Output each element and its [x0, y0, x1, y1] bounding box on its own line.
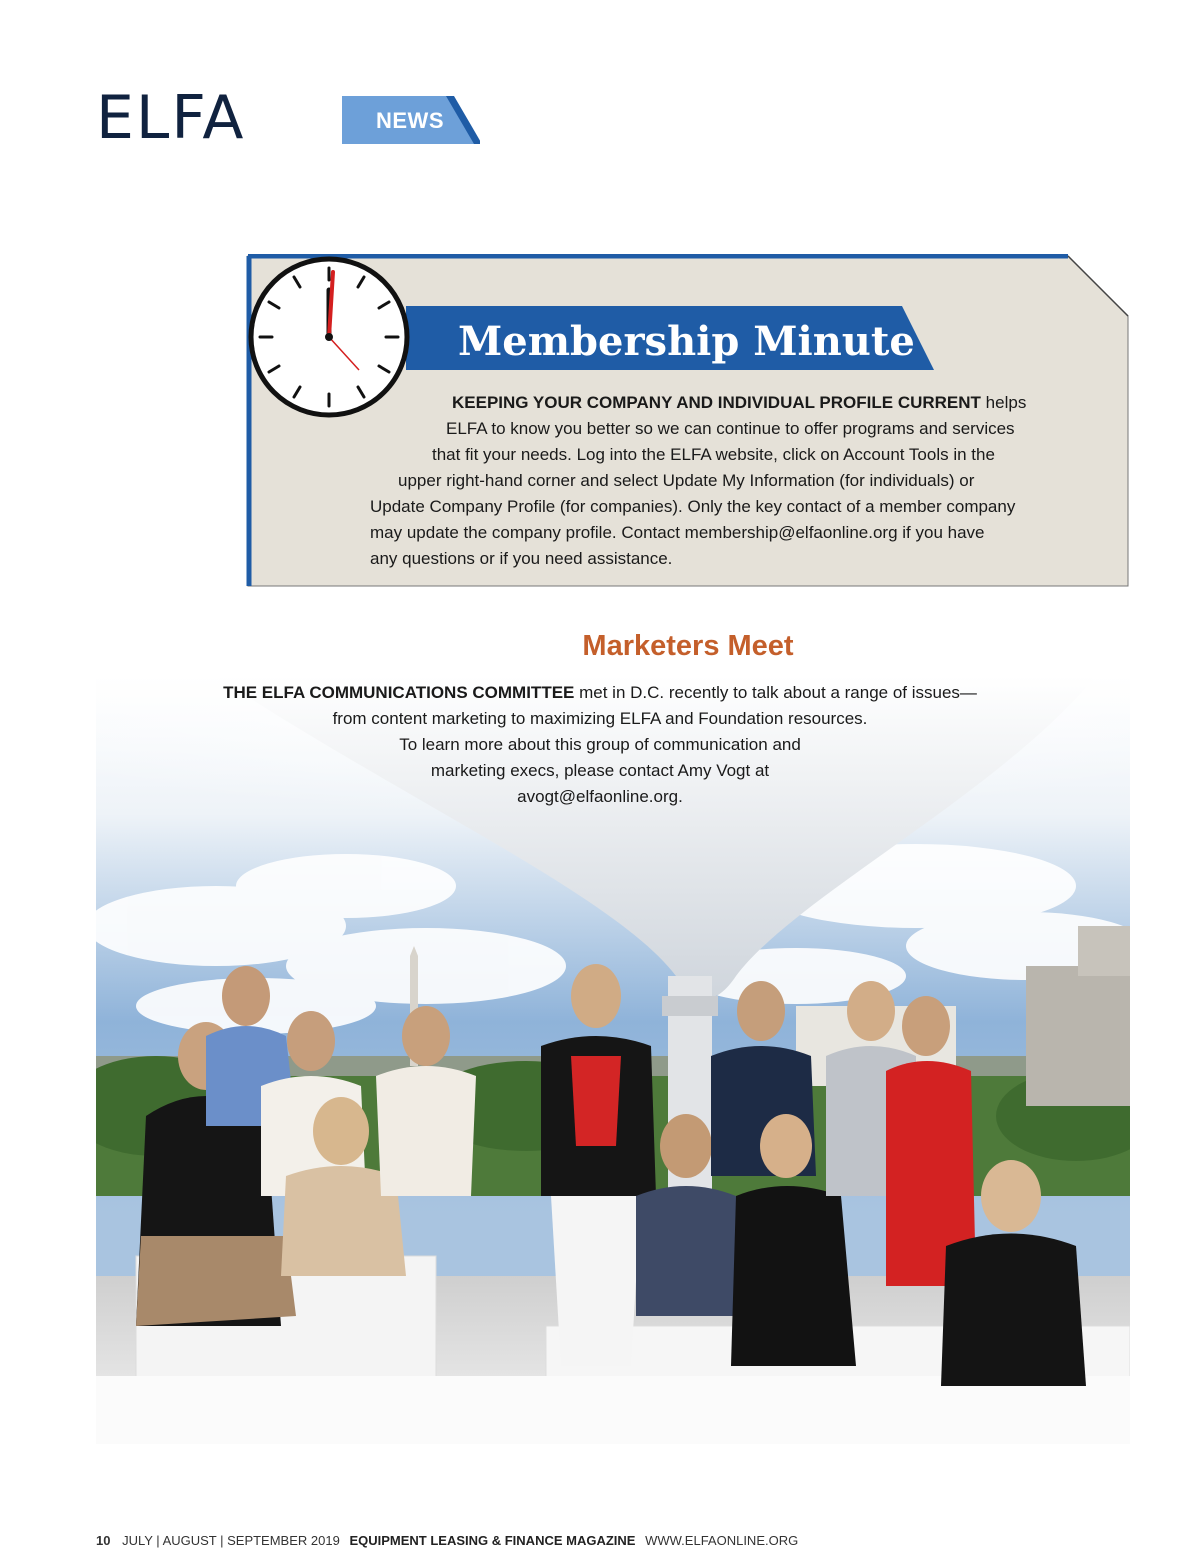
- marketers-text-line-4: marketing execs, please contact Amy Vogt at: [430, 761, 770, 780]
- membership-text-line-1: [452, 390, 1026, 416]
- membership-text-line-7: any questions or if you need assistance.: [370, 549, 673, 568]
- logo-wordmark: ELFA: [96, 83, 246, 153]
- marketers-lead: THE ELFA COMMUNICATIONS COMMITTEE: [223, 683, 575, 702]
- news-section-tab: [256, 96, 480, 144]
- marketers-text-line-5: avogt@elfaonline.org.: [517, 787, 683, 806]
- marketers-text-line-2: from content marketing to maximizing ELFA and Foundation resources.: [332, 709, 868, 728]
- marketers-text-line-3: To learn more about this group of communication and: [399, 735, 801, 754]
- marketers-meet-title: Marketers Meet: [582, 630, 794, 662]
- page-footer: [96, 1533, 798, 1548]
- news-tab-shape: [256, 96, 480, 144]
- membership-text-line-5: Update Company Profile (for companies). Only the key contact of a member company: [370, 497, 1016, 516]
- marketers-text-line-1-rest: met in D.C. recently to talk about a range of issues—: [579, 683, 977, 702]
- marketers-text-line-1: [0, 680, 1200, 706]
- membership-minute-title: Membership Minute: [458, 318, 915, 365]
- membership-text-helps: helps: [985, 393, 1027, 412]
- membership-text-line-4: upper right-hand corner and select Update My Information (for individuals) or: [398, 471, 975, 490]
- news-label: NEWS: [376, 108, 444, 133]
- issue-date: JULY | AUGUST | SEPTEMBER 2019: [122, 1533, 340, 1548]
- elfa-news-logo: [96, 83, 444, 153]
- membership-minute-box: [246, 254, 1130, 588]
- clock-icon: [246, 254, 412, 420]
- membership-text-line-6: may update the company profile. Contact membership@elfaonline.org if you have: [370, 523, 985, 542]
- membership-minute-banner: [406, 306, 936, 370]
- membership-text-line-2: ELFA to know you better so we can continue to offer programs and services: [446, 419, 1015, 438]
- membership-text-line-3: that fit your needs. Log into the ELFA website, click on Account Tools in the: [432, 445, 995, 464]
- magazine-name: EQUIPMENT LEASING & FINANCE MAGAZINE: [349, 1533, 636, 1548]
- page-number: 10: [96, 1533, 111, 1548]
- membership-lead: KEEPING YOUR COMPANY AND INDIVIDUAL PROFILE CURRENT: [452, 393, 981, 412]
- website-url: WWW.ELFAONLINE.ORG: [645, 1533, 799, 1548]
